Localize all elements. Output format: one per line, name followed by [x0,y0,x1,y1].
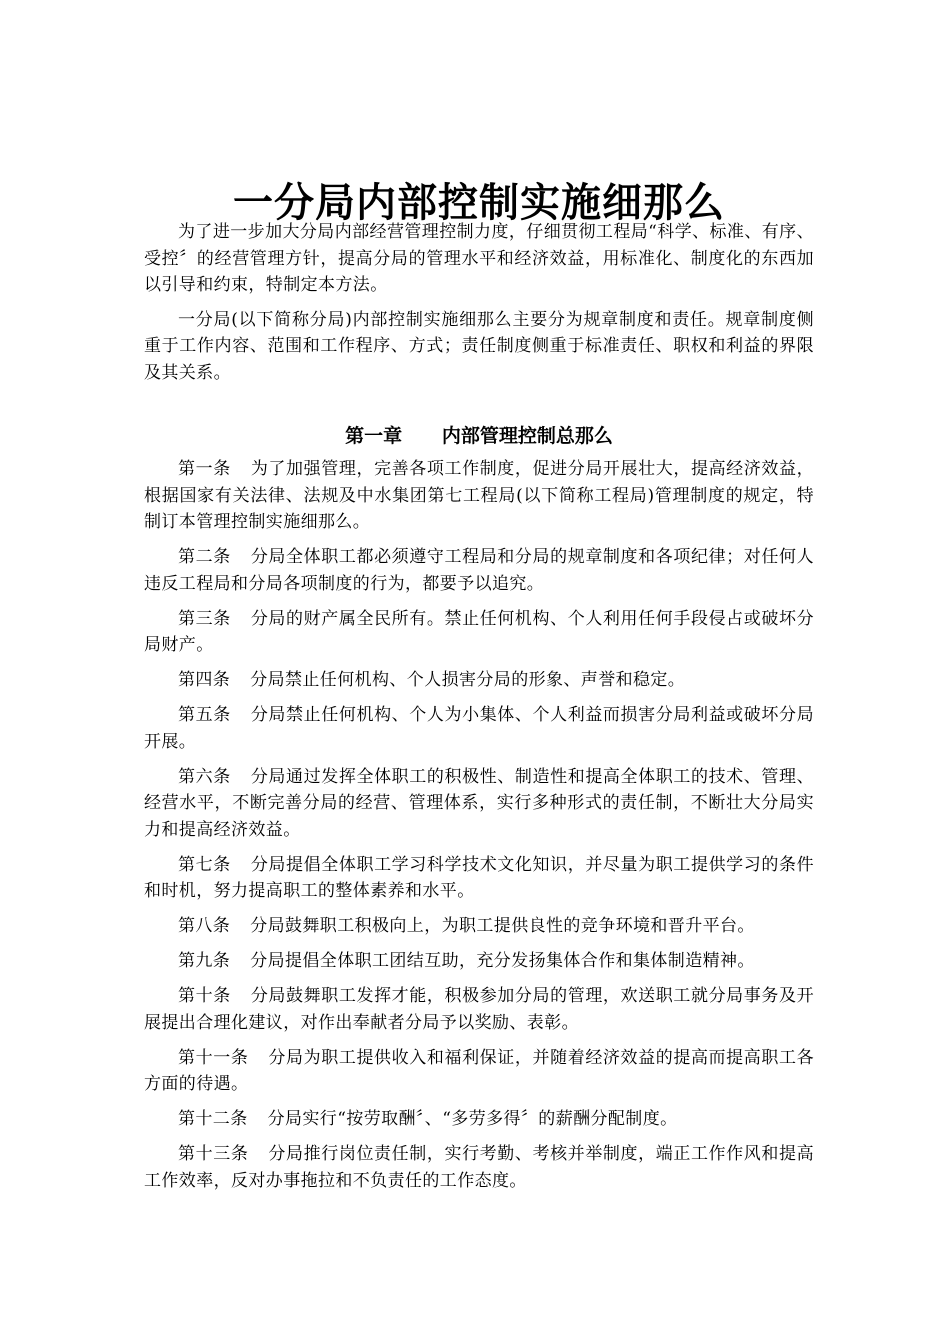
article-paragraph [144,948,814,975]
article-number: 第十二条 [178,1109,248,1129]
article-text: 分局实行“按劳取酬〞、“多劳多得〞的薪酬分配制度。 [267,1109,678,1129]
article-paragraph [144,764,814,844]
article-paragraph [144,606,814,659]
article-paragraph [144,456,814,536]
article-paragraph [144,1045,814,1098]
article-text: 分局推行岗位责任制，实行考勤、考核并举制度，端正工作作风和提高工作效率，反对办事拖拉和不负责任的工作态度。 [144,1144,814,1191]
article-text: 为了加强管理，完善各项工作制度，促进分局开展壮大，提高经济效益，根据国家有关法律、法规及中水集团第七工程局(以下简称工程局)管理制度的规定，特制订本管理控制实施细那么。 [144,459,814,532]
article-text: 分局为职工提供收入和福利保证，并随着经济效益的提高而提高职工各方面的待遇。 [144,1047,814,1094]
intro-section [144,219,814,394]
article-text: 分局提倡全体职工团结互助，充分发扬集体合作和集体制造精神。 [250,951,755,971]
intro-paragraph: 一分局(以下简称分局)内部控制实施细那么主要分为规章制度和责任。规章制度侧重于工作内容、范围和工作程序、方式；责任制度侧重于标准责任、职权和利益的界限及其关系。 [144,309,814,383]
article-number: 第六条 [178,766,231,787]
article-number: 第二条 [178,547,231,567]
article-text: 分局禁止任何机构、个人损害分局的形象、声誉和稳定。 [250,670,686,690]
article-paragraph [144,702,814,755]
article-number: 第三条 [178,608,231,629]
article-paragraph [144,852,814,905]
article-text: 分局全体职工都必须遵守工程局和分局的规章制度和各项纪律；对任何人违反工程局和分局各项制度的行为，都要予以追究。 [144,547,814,594]
article-number: 第九条 [178,951,231,971]
article-number: 第十三条 [178,1144,249,1164]
chapter-heading: 第一章 内部管理控制总那么 [345,424,613,447]
article-number: 第一条 [178,459,231,479]
article-text: 分局提倡全体职工学习科学技术文化知识，并尽量为职工提供学习的条件和时机，努力提高职工的整体素养和水平。 [144,854,814,901]
article-number: 第四条 [178,670,231,690]
document-title: 一分局内部控制实施细那么 [233,179,725,226]
article-paragraph [144,983,814,1036]
article-number: 第八条 [178,916,231,936]
article-paragraph [144,544,814,597]
article-number: 第十条 [178,986,231,1006]
article-number: 第五条 [178,705,231,725]
article-text: 分局鼓舞职工积极向上，为职工提供良性的竞争环境和晋升平台。 [250,916,755,936]
articles-list [144,456,814,1203]
article-text: 分局鼓舞职工发挥才能，积极参加分局的管理，欢送职工就分局事务及开展提出合理化建议，对作出奉献者分局予以奖励、表彰。 [144,986,814,1033]
article-paragraph [144,913,814,940]
article-paragraph [144,1141,814,1194]
intro-paragraph: 为了进一步加大分局内部经营管理控制力度，仔细贯彻工程局“科学、标准、有序、受控〞的经营管理方针，提高分局的管理水平和经济效益，用标准化、制度化的东西加以引导和约束，特制定本方法。 [144,222,814,295]
article-number: 第七条 [178,854,231,875]
article-paragraph [144,667,814,694]
article-text: 分局通过发挥全体职工的积极性、制造性和提高全体职工的技术、管理、经营水平，不断完善分局的经营、管理体系，实行多种形式的责任制，不断壮大分局实力和提高经济效益。 [144,766,814,840]
article-text: 分局禁止任何机构、个人为小集体、个人利益而损害分局利益或破坏分局开展。 [144,705,814,752]
article-number: 第十一条 [178,1047,249,1068]
article-paragraph [144,1106,814,1133]
article-text: 分局的财产属全民所有。禁止任何机构、个人利用任何手段侵占或破坏分局财产。 [144,608,814,655]
